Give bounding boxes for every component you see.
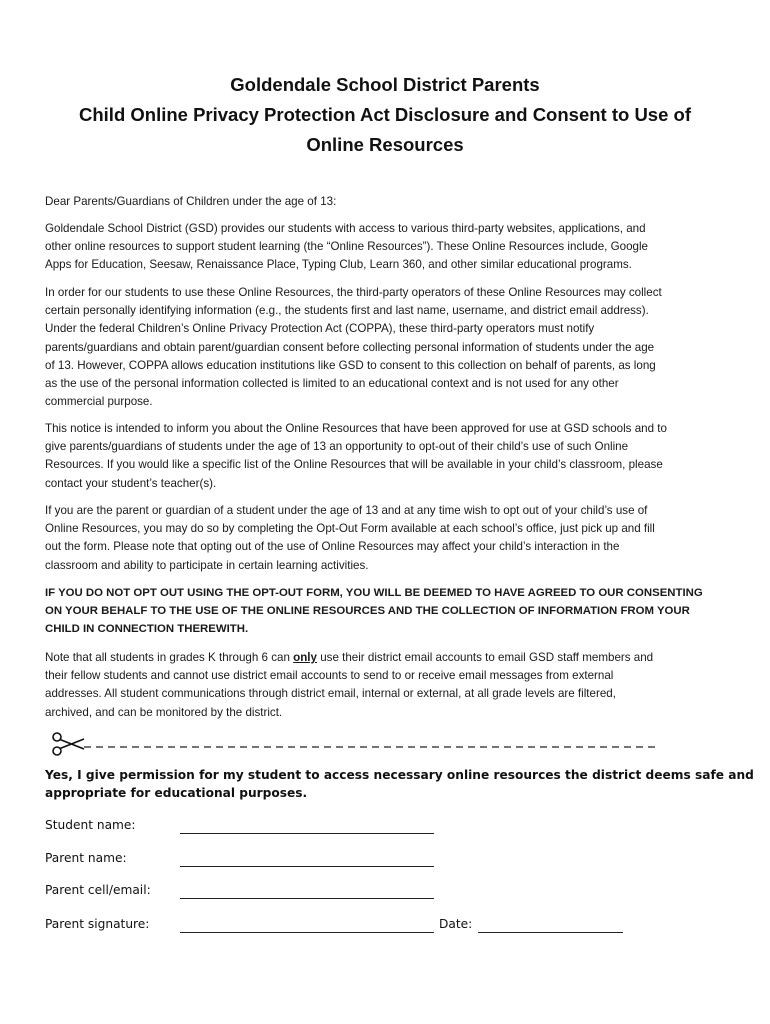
paragraph-intro — [45, 220, 730, 275]
parent-signature-field[interactable] — [180, 932, 434, 933]
date-field[interactable] — [478, 932, 623, 933]
parent-contact-field[interactable] — [180, 898, 434, 899]
paragraph-line: of 13. However, COPPA allows education institutions like GSD to consent to this collection on behalf of parents, as long — [45, 358, 656, 372]
paragraph-line: Under the federal Children’s Online Privacy Protection Act (COPPA), these third-party operators must notify — [45, 322, 595, 336]
paragraph-line: certain personally identifying information (e.g., the students first and last name, username, and district email address). — [45, 304, 649, 318]
student-name-field[interactable] — [180, 833, 434, 834]
paragraph-line: Apps for Education, Seesaw, Renaissance Place, Typing Club, Learn 360, and other similar educational programs. — [45, 258, 632, 272]
paragraph-line: This notice is intended to inform you about the Online Resources that have been approved for use at GSD schools and to — [45, 422, 667, 435]
paragraph-line: commercial purpose. — [45, 395, 153, 409]
paragraph-line: other online resources to support student learning (the “Online Resources”). These Online Resources include, Google — [45, 240, 648, 254]
paragraph-line: Online Resources, you may do so by completing the Opt-Out Form available at each school’s office, just pick up and fill — [45, 522, 655, 536]
paragraph-coppa — [45, 284, 730, 411]
paragraph-line: In order for our students to use these Online Resources, the third-party operators of these Online Resources may collect — [45, 286, 662, 299]
paragraph-line: archived, and can be monitored by the district. — [45, 705, 283, 719]
emphasis-only: only — [293, 651, 317, 664]
paragraph-line: Resources. If you would like a specific list of the Online Resources that will be available in your child’s classroom, please — [45, 458, 663, 472]
paragraph-line: parents/guardians and obtain parent/guardian consent before collecting personal information of students under the age — [45, 340, 655, 354]
greeting — [45, 193, 730, 211]
consent-statement — [45, 767, 754, 802]
paragraph-line: give parents/guardians of students under the age of 13 an opportunity to opt-out of their child’s use of such Online — [45, 440, 629, 454]
note-text-before: Note that all students in grades K through 6 can — [45, 651, 294, 664]
parent-signature-row — [45, 917, 645, 939]
parent-contact-label: Parent cell/email: — [45, 883, 151, 897]
paragraph-line: contact your student’s teacher(s). — [45, 476, 217, 490]
consent-line: appropriate for educational purposes. — [45, 785, 308, 800]
paragraph-line: their fellow students and cannot use district email accounts to send to or receive email messages from external — [45, 669, 614, 683]
greeting-text: Dear Parents/Guardians of Children under the age of 13: — [45, 195, 337, 208]
document-title-line-2: Child Online Privacy Protection Act Disclosure and Consent to Use of — [79, 104, 691, 125]
paragraph-line: ON YOUR BEHALF TO THE USE OF THE ONLINE RESOURCES AND THE COLLECTION OF INFORMATION FROM YOUR — [45, 605, 690, 618]
document-title-line-3: Online Resources — [306, 134, 464, 155]
paragraph-opt-out — [45, 502, 730, 575]
paragraph-deemed-consent — [45, 584, 730, 639]
document-title-line-1: Goldendale School District Parents — [230, 74, 540, 95]
note-text-after: use their district email accounts to email GSD staff members and — [316, 651, 654, 664]
scissors-icon — [53, 733, 84, 755]
paragraph-line: IF YOU DO NOT OPT OUT USING THE OPT-OUT FORM, YOU WILL BE DEEMED TO HAVE AGREED TO OUR CONSENTING — [45, 587, 703, 599]
consent-line: Yes, I give permission for my student to access necessary online resources the district deems safe and — [45, 768, 754, 782]
cut-line — [48, 732, 663, 756]
parent-name-label: Parent name: — [45, 851, 127, 865]
paragraph-notice — [45, 420, 730, 493]
paragraph-email-note — [45, 649, 730, 722]
paragraph-line — [45, 649, 730, 667]
parent-contact-row — [45, 883, 465, 905]
parent-signature-label: Parent signature: — [45, 917, 150, 931]
paragraph-line: Goldendale School District (GSD) provides our students with access to various third-party websites, applications, and — [45, 222, 646, 235]
date-label: Date: — [439, 917, 473, 931]
paragraph-line: classroom and ability to participate in certain learning activities. — [45, 558, 369, 572]
paragraph-line: addresses. All student communications through district email, internal or external, at all grade levels are filtered, — [45, 687, 616, 701]
student-name-label: Student name: — [45, 818, 136, 832]
paragraph-line: CHILD IN CONNECTION THEREWITH. — [45, 623, 249, 636]
paragraph-line: out the form. Please note that opting out of the use of Online Resources may affect your child’s interaction in the — [45, 540, 620, 554]
parent-name-field[interactable] — [180, 866, 434, 867]
student-name-row — [45, 818, 465, 840]
paragraph-line: If you are the parent or guardian of a student under the age of 13 and at any time wish to opt out of your child’s use of — [45, 504, 648, 517]
paragraph-line: as the use of the personal information collected is limited to an educational context and is not used for any other — [45, 377, 619, 391]
parent-name-row — [45, 851, 465, 873]
